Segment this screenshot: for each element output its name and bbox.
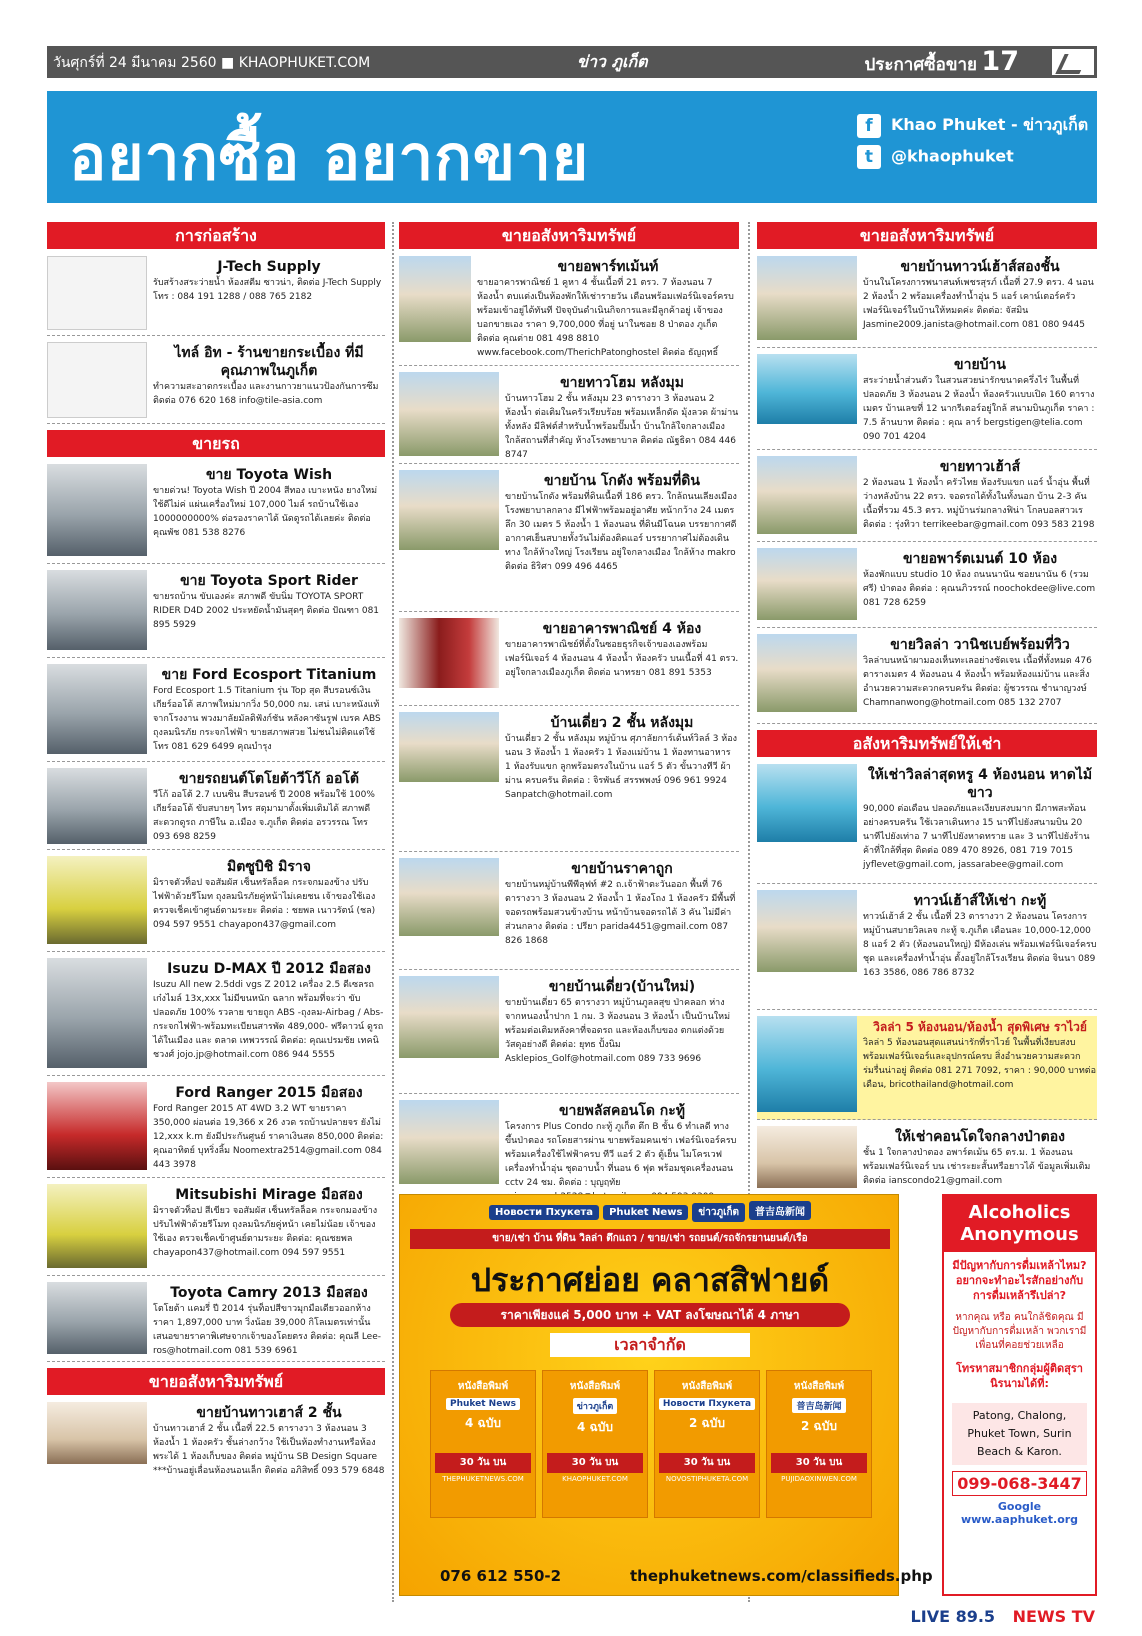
- ad-listing[interactable]: [47, 856, 385, 952]
- package-url: NOVOSTIPHUKETA.COM: [665, 1475, 749, 1483]
- ad-listing[interactable]: [47, 1082, 385, 1178]
- ad-body: ขายรถบ้าน ขับเองค่ะ สภาพดี ขับนิ่ม TOYOTA SPORT RIDER D4D 2002 ประหยัดน้ำมันสุดๆ ติดต่อ ปัณฑา 081 895 5929: [153, 592, 380, 630]
- ad-title: ขายพลัสคอนโด กะทู้: [558, 1103, 686, 1119]
- ad-photo: [47, 664, 147, 754]
- ad-photo: [399, 470, 499, 550]
- ad-body: วิลล่าบนหน้าผามองเห็นทะเลอย่างชัดเจน เนื้อที่ทั้งหมด 476 ตารางเมตร 4 ห้องนอน 4 ห้องน้ำ พร้อมห้องแม่บ้าน และสิ่งอำนวยความสะดวกครบครัน ติดต่อ: ผู้ชวรรณ ชำนาญวงษ์ Chamnanwong@hotmail.com 085 132 2707: [863, 656, 1092, 708]
- logo-novosti: Новости Пхукета: [489, 1205, 599, 1220]
- ad-listing[interactable]: [757, 354, 1097, 450]
- ad-photo: [47, 1402, 147, 1464]
- ad-title: ขายบ้าน โกดัง พร้อมที่ดิน: [544, 473, 700, 489]
- ad-body: ขายอาคารพาณิชย์ 1 คูหา 4 ชั้นเนื้อที่ 21 ตรว. 7 ห้องนอน 7 ห้องน้ำ ตบแต่งเป็นห้องพักให้เช่ารายวัน เดือนพร้อมเฟอร์นิเจอร์ครบ พร้อมเข้าอยู่ได้ทันที ปัจจุบันดำเนินกิจการและมีลูกค้าอยู่ เจ้าของบอกขายเอง ราคา 9,700,000 ที่อยู่ นาในซอย 8 ป่าตอง ภูเก็ต ติดต่อ คุณต่าย 081 498 8810 www.facebook.com/TherichPatonghostel ติดต่อ ธัญฤทธิ์: [477, 278, 734, 358]
- ad-listing[interactable]: [757, 1126, 1097, 1194]
- package-url: THEPHUKETNEWS.COM: [442, 1475, 524, 1483]
- ad-title: ขายบ้านทาวน์เฮ้าส์สองชั้น: [900, 259, 1060, 275]
- ad-listing-highlighted[interactable]: [757, 1016, 1097, 1120]
- page-title: อยากซื้อ อยากขาย: [69, 121, 590, 194]
- ad-title: ขายบ้านราคาถูก: [571, 861, 673, 877]
- package-logo: Новости Пхукета: [659, 1398, 755, 1410]
- ad-listing[interactable]: [757, 456, 1097, 542]
- ad-photo: [47, 1282, 147, 1354]
- package-days: 30 วัน บน: [659, 1453, 755, 1473]
- ad-body: ทาวน์เฮ้าส์ 2 ชั้น เนื้อที่ 23 ตารางวา 2 ห้องนอน โครงการหมู่บ้านสบายวิลเลจ กะทู้ จ.ภูเก็ต เดือนละ 10,000-12,000 8 แอร์ 2 ตัว (ห้องนอนใหญ่) มีห้องเล่น พร้อมเฟอร์นิเจอร์ครบชุด และเครื่องทำน้ำอุ่น ตั้งอยู่ใกล้โรงเรียน ติดต่อ จินนา 089 163 3586, 086 786 8732: [863, 912, 1097, 978]
- ad-title: ขายทาวโฮม หลังมุม: [560, 375, 684, 391]
- package-count: 2 ฉบับ: [801, 1419, 837, 1433]
- package-head: หนังสือพิมพ์: [569, 1381, 621, 1392]
- live-radio-logo: LIVE 89.5: [910, 1607, 996, 1626]
- ad-listing[interactable]: [47, 1402, 385, 1494]
- column-left: [47, 222, 385, 1500]
- ad-title: มิตซูบิชิ มิราจ: [227, 859, 311, 875]
- section-heading-property: ขายอสังหาริมทรัพย์: [47, 1368, 385, 1395]
- package-count: 4 ฉบับ: [577, 1420, 613, 1434]
- package-head: หนังสือพิมพ์: [681, 1381, 733, 1392]
- ad-body: มิราจตัวท็อป สีเขียว จอสัมผัส เซ็นทรัลล็อค กระจกมองข้างปรับไฟฟ้าด้วยรีโมท ถุงลมนิรภัยคู่หน้า เคยไม่น้อย เจ้าของใช้เอง ตรวจเช็คเข้าศูนย์ตามระยะ ติดต่อ: คุณชยพล chayapon437@hotmail.com 094 597 9551: [153, 1206, 378, 1258]
- ad-listing[interactable]: [47, 1184, 385, 1276]
- section-header: [47, 91, 1097, 203]
- ad-title: บ้านเดี่ยว 2 ชั้น หลังมุม: [550, 715, 694, 731]
- aa-places: Patong, Chalong, Phuket Town, Surin Beach & Karon.: [952, 1403, 1087, 1465]
- ad-listing[interactable]: [47, 1282, 385, 1362]
- logo-chinese: 普吉岛新闻: [749, 1201, 811, 1220]
- package-head: หนังสือพิมพ์: [793, 1381, 845, 1392]
- ad-title: ขายรถยนต์โตโยต้าวีโก้ ออโต้: [179, 771, 359, 787]
- ad-listing[interactable]: [757, 764, 1097, 884]
- package-logo: ข่าวภูเก็ต: [573, 1398, 618, 1414]
- ad-body: Isuzu All new 2.5ddi vgs Z 2012 เครื่อง 2.5 ดีเซลรถเก๋งไมล์ 13x,xxx ไม่มีขนหนัก ฉลาก พร้อมที่จะว่า ขับปลอดภัย 100% รวลาย ขายถูก ABS -ถุงลม-Airbag / Abs-กระจกไฟฟ้า-พร้อมทะเบียนสารพัด 489,000- ฟรีดาวน์ ดูรถได้ในเมือง และ ตลาด เทพวรรณ์ ติดต่อ: คุณเปรมชัย เทคนิชวงศ์ jojo.jp@hotmail.com 086 944 5555: [153, 980, 384, 1060]
- package-days: 30 วัน บน: [435, 1453, 531, 1473]
- ad-body: วีโก้ ออโต้ 2.7 เบนซิน สีบรอนซ์ ปี 2008 พร้อมใช้ 100% เกียร์ออโต้ ขับสบายๆ ไทร สดุมามาตั้งเพิ่มเติมได้ สภาพดี สะดวกดูรถ ภาษีใน อ.เมือง จ.ภูเก็ต ติดต่อ อรวรรณ โทร 093 698 8259: [153, 790, 375, 842]
- package-days: 30 วัน บน: [771, 1453, 867, 1473]
- column-divider: [392, 222, 394, 1602]
- ad-body: รับสร้างสระว่ายน้ำ ห้องสตีม ซาวน่า, ติดต่อ J-Tech Supply โทร : 084 191 1288 / 088 765 2182: [153, 278, 382, 302]
- ad-photo: [399, 976, 499, 1058]
- package-logo: Phuket News: [446, 1398, 520, 1410]
- facebook-icon: f: [857, 114, 881, 138]
- ad-body: ขายอาคารพาณิชย์ที่ตั้งในซอยธุรกิจเจ้าของเองพร้อมเฟอร์นิเจอร์ 4 ห้องนอน 4 ห้องน้ำ ห้องครัว บนเนื้อที่ 41 ตรว. อยู่ใจกลางเมืองภูเก็ต ติดต่อ นาทรยา 081 891 5353: [505, 640, 739, 678]
- package-url: KHAOPHUKET.COM: [562, 1475, 628, 1483]
- ad-photo: [757, 634, 857, 712]
- ad-listing[interactable]: [47, 256, 385, 336]
- ad-title: ให้เช่าวิลล่าสุดหรู 4 ห้องนอน หาดไม้ขาว: [867, 767, 1093, 801]
- masthead-logo: ข่าว ภูเก็ต: [577, 52, 648, 71]
- ad-title: Isuzu D-MAX ปี 2012 มือสอง: [167, 961, 371, 977]
- ad-body: โตโยต้า แคมรี่ ปี 2014 รุ่นท็อปสีขาวมุกมือเดียวออกห้าง ราคา 1,897,000 บาท วิ่งน้อย 39,000 กิโลเมตรเท่านั้น เสนอขายราคาพิเศษจากเจ้าของโดยตรง ติดต่อ: คุณลี Lee-ros@hotmail.com 081 539 6961: [153, 1304, 381, 1356]
- classified-promo-banner[interactable]: [399, 1194, 933, 1596]
- ad-listing[interactable]: [47, 342, 385, 424]
- ad-title: ขายบ้านทาวเฮาส์ 2 ชั้น: [196, 1405, 342, 1421]
- ad-body: ขายบ้านเดี่ยว 65 ตารางวา หมู่บ้านภูลลสุข ป่าคลอก ห่างจากหนองน้ำปาก 1 กม. 3 ห้องนอน 3 ห้องน้ำ เป็นบ้านใหม่ พร้อมต่อเติมหลังคาที่จอดรถ และห้องเก็บของ ตกแต่งด้วยวัสดุอย่างดี ติดต่อ: ยุทธ ปั้งนิม Asklepios_Golf@hotmail.com 089 733 9696: [505, 998, 731, 1064]
- ad-title: ให้เช่าคอนโดใจกลางป่าตอง: [894, 1129, 1066, 1145]
- ad-title: ขายอพาร์ตเมนต์ 10 ห้อง: [902, 551, 1058, 567]
- banner-phone[interactable]: 076 612 550-2: [440, 1567, 562, 1585]
- ad-title: ขายบ้าน: [954, 357, 1006, 373]
- ad-photo: [757, 548, 857, 620]
- ad-title: ไทล์ อิท - ร้านขายกระเบื้อง ที่มีคุณภาพในภูเก็ต: [174, 345, 364, 379]
- section-heading-rent: อสังหาริมทรัพย์ให้เช่า: [757, 730, 1097, 757]
- banner-price: ราคาเพียงแค่ 5,000 บาท + VAT ลงโฆษณาได้ 4 ภาษา: [450, 1303, 850, 1327]
- aa-phone[interactable]: 099-068-3447: [952, 1471, 1087, 1496]
- aa-label: โทรหาสมาชิกกลุ่มผู้ติดสุรานิรนามได้ที่:: [956, 1362, 1083, 1390]
- ad-body: ห้องพักแบบ studio 10 ห้อง ถนนนานัน ซอยนานัน 6 (รวมศรี) ป่าตอง ติดต่อ : คุณนภิวรรณ์ noochokdee@live.com 081 728 6259: [863, 570, 1096, 608]
- top-bar: [47, 46, 1097, 78]
- twitter-icon: t: [857, 145, 881, 169]
- facebook-label: Khao Phuket - ข่าวภูเก็ต: [891, 115, 1089, 134]
- ad-title: ขายบ้านเดี่ยว(บ้านใหม่): [548, 979, 696, 995]
- ad-photo: [399, 712, 499, 782]
- ad-listing[interactable]: [399, 256, 739, 366]
- ad-body: บ้านในโครงการพนาสนท์เพชรสุรภ์ เนื้อที่ 27.9 ตรว. 4 นอน 2 ห้องน้ำ 2 พร้อมเครื่องทำน้ำอุ่น 5 แอร์ เคาน์เตอร์ครัว เฟอร์นิเจอร์ในบ้านให้หมดค่ะ ติดต่อ: จัสมิน Jasmine2009.janista@hotmail.com 081 080 9445: [863, 278, 1094, 330]
- section-heading-construction: การก่อสร้าง: [47, 222, 385, 249]
- ad-listing[interactable]: [757, 634, 1097, 724]
- ad-listing[interactable]: [47, 570, 385, 658]
- package-box: [766, 1370, 872, 1518]
- ad-listing[interactable]: [399, 858, 739, 970]
- banner-headline: ประกาศย่อย คลาสสิฟายด์: [470, 1261, 830, 1299]
- ad-body: บ้านทาวเฮาส์ 2 ชั้น เนื้อที่ 22.5 ตารางวา 3 ห้องนอน 3 ห้องน้ำ 1 ห้องครัว ชั้นล่างกว้าง ใช้เป็นห้องทำงานหรือห้องพระได้ 1 ห้องเก็บของ ติดต่อ หมู่บ้าน SB Design Square ***บ้านอยู่เลื่อนห้องนอนเล็ก ติดต่อ อภิสิทธิ์ 093 579 6848: [153, 1424, 385, 1476]
- ad-body: Ford Ecosport 1.5 Titanium รุ่น Top สุด สีบรอนซ์เงิน เกียร์ออโต้ สภาพใหม่มากวิ่ง 50,000 กม. เสน่ เบาะหนังแท้ จากโรงงาน พวงมาลัยมัลติฟังก์ชัน หลังคาซันรูฟ เบรค ABS ถุงลมนิรภัย กระจกไฟฟ้า ขายสภาพสวย ไม่ชนไม่ติดแต่ใช้ โทร 081 629 6499 คุณบำรุง: [153, 686, 381, 752]
- ad-photo: [399, 256, 471, 342]
- package-days: 30 วัน บน: [547, 1453, 643, 1473]
- package-count: 4 ฉบับ: [465, 1416, 501, 1430]
- ad-body: 2 ห้องนอน 1 ห้องน้ำ ครัวไทย ห้องรับแขก แอร์ น้ำอุ่น พื้นที่ว่างหลังบ้าน 22 ตรว. จอดรถได้ทั้งในทั้งนอก บ้าน 2-3 คัน เนื้อที่รวม 45.3 ตรว. หมู่บ้านร่มกลางฟิน่า โกลบอลสาวเร ติดต่อ : รุ่งทิวา terrikeebar@gmail.com 093 583 2198: [863, 478, 1095, 530]
- ad-photo: [47, 464, 147, 556]
- ad-title: ขายวิลล่า วานิชเบย์พร้อมที่วิว: [890, 637, 1070, 653]
- ad-listing[interactable]: [399, 618, 739, 706]
- ad-listing[interactable]: [399, 470, 739, 612]
- ad-body: Ford Ranger 2015 AT 4WD 3.2 WT ขายราคา 350,000 ผ่อนต่อ 19,366 x 26 งวด รถบ้านปลายจร ยังไม่ 12,xxx k.m ยังมีประกันศูนย์ ราคาเงินสด 850,000 ติดต่อ: คุณอาทิตย์ บุหริ่งลิ้ม Noomextra2514@gmail.com 084 443 3978: [153, 1104, 384, 1170]
- page-corner-icon: [1049, 46, 1097, 78]
- ad-title: ขาย Toyota Sport Rider: [180, 573, 358, 589]
- ad-photo: [399, 372, 499, 456]
- ad-body: 90,000 ต่อเดือน ปลอดภัยและเงียบสงบมาก มีภาพสะท้อนอย่างครบครัน ใช้เวลาเดินทาง 15 นาทีไปยังสนามบิน 20 นาทีไปยังเท่าอ 7 นาทีไปยังหาดทราย และ 3 นาทีไปยังร้านค้าที่ใกล้ที่สุด ติดต่อ 089 470 8926, 081 719 7015 jyflevet@gmail.com, jassarabee@gmail.com: [863, 804, 1090, 870]
- section-name: ประกาศซื้อขาย: [864, 55, 977, 75]
- ad-listing[interactable]: [399, 372, 739, 464]
- ad-photo: [757, 890, 857, 972]
- ad-photo: [47, 342, 147, 418]
- ad-title: Mitsubishi Mirage มือสอง: [175, 1187, 363, 1203]
- ad-photo: [757, 256, 857, 340]
- ad-title: ขายทาวเฮ้าส์: [939, 459, 1021, 475]
- package-logo: 普吉岛新闻: [792, 1398, 845, 1413]
- ad-listing[interactable]: [47, 768, 385, 850]
- ad-photo: [47, 958, 147, 1068]
- banner-categories: ขาย/เช่า บ้าน ที่ดิน วิลล่า ตึกแถว / ขาย/เช่า รถยนต์/รถจักรยานยนต์/เรือ: [410, 1229, 890, 1249]
- aa-website[interactable]: Google www.aaphuket.org: [960, 1500, 1079, 1526]
- newspaper-logos: [430, 1201, 870, 1223]
- ad-body: ขายบ้านหมู่บ้านพีพีลุฟท์ #2 ถ.เจ้าฟ้าตะวันออก พื้นที่ 76 ตารางวา 3 ห้องนอน 2 ห้องน้ำ 1 ห้องโถง 1 ห้องครัว มีพื้นที่จอดรถพร้อมสวนข้างบ้าน หน้าบ้านจอดรถได้ 3 คัน ไม่มีค่าส่วนกลาง ติดต่อ : ปรียา parida4451@gmail.com 087 826 1868: [505, 880, 736, 946]
- column-right: [757, 222, 1097, 1200]
- ad-title: ขาย Toyota Wish: [205, 467, 333, 483]
- section-heading-property-sale-2: ขายอสังหาริมทรัพย์: [757, 222, 1097, 249]
- ad-photo: [47, 768, 147, 844]
- logo-khao-phuket: ข่าวภูเก็ต: [692, 1203, 745, 1222]
- banner-website[interactable]: thephuketnews.com/classifieds.php: [630, 1567, 933, 1585]
- package-head: หนังสือพิมพ์: [457, 1381, 509, 1392]
- package-box: [654, 1370, 760, 1518]
- ad-photo: [47, 856, 147, 944]
- ad-photo: [47, 1082, 147, 1170]
- page-number: 17: [981, 46, 1019, 77]
- news-tv-logo: NEWS TV: [1012, 1607, 1095, 1626]
- ad-body: ขายบ้านโกดัง พร้อมที่ดินเนื้อที่ 186 ตรว. ใกล้ถนนเลียงเมือง โรงพยาบาลกลาง มีไฟฟ้าพร้อมอยู่อาศัย หน้ากว้าง 24 เมตร ลึก 30 เมตร 5 ห้องน้ำ 1 ห้องนอน ที่ดินมีโฉนด บรรยากาศดี อากาศเย็นสบายทั้งวันไม่ต้องติดแอร์ บรรยากาศไม่ต้องเดินทาง ใกล้ห้างใหญ่ โรงเรียน อยู่ใจกลางเมือง ใกล้ห้าง makro ติดต่อ ธิริศา 099 496 4465: [505, 492, 737, 572]
- ad-photo: [47, 1184, 147, 1268]
- ad-title: Ford Ranger 2015 มือสอง: [175, 1085, 363, 1101]
- ad-listing[interactable]: [757, 548, 1097, 628]
- aa-title: Alcoholics Anonymous: [944, 1196, 1095, 1252]
- ad-photo: [399, 1100, 499, 1184]
- ad-listing[interactable]: [757, 256, 1097, 348]
- ad-listing[interactable]: [47, 958, 385, 1076]
- package-url: PUJIDAOXINWEN.COM: [781, 1475, 857, 1483]
- column-middle: [399, 222, 739, 1218]
- ad-title: Toyota Camry 2013 มือสอง: [170, 1285, 368, 1301]
- aa-question: มีปัญหากับการดื่มเหล้าไหม? อยากจะทำอะไรสักอย่างกับการดื่มเหล้ารึเปล่า?: [952, 1259, 1087, 1302]
- package-box: [542, 1370, 648, 1518]
- footer-logos: [899, 1607, 1095, 1626]
- package-box: [430, 1370, 536, 1518]
- ad-body: มิราจตัวท็อป จอสัมผัส เซ็นทรัลล็อค กระจกมองข้าง ปรับไฟฟ้าด้วยรีโมท ถุงลมนิรภัยคู่หน้าไม่เคยชน เจ้าของใช้เอง ตรวจเช็คเข้าศูนย์ตามระยะ ติดต่อ : ชยพล เนาวรัตน์ (ชล) 094 597 9551 chayapon437@gmail.com: [153, 878, 376, 930]
- ad-title: ขายอพาร์ทเม้นท์: [557, 259, 659, 275]
- ad-title: ขายอาคารพาณิชย์ 4 ห้อง: [542, 621, 702, 637]
- twitter-link[interactable]: [857, 145, 1014, 169]
- issue-date: วันศุกร์ที่ 24 มีนาคม 2560 ■ KHAOPHUKET.COM: [53, 55, 371, 71]
- ad-listing[interactable]: [757, 890, 1097, 1010]
- ad-photo: [757, 764, 857, 842]
- ad-listing[interactable]: [47, 664, 385, 762]
- banner-limited: เวลาจำกัด: [550, 1333, 750, 1357]
- ad-photo: [757, 1126, 857, 1188]
- ad-photo: [757, 354, 857, 424]
- ad-body: ขายด่วน! Toyota Wish ปี 2004 สีทอง เบาะหนัง ยางใหม่ ใช้ดีไม่ค่ แผ่นเครื่องใหม่ 107,000 ไมล์ รถบ้านใช้เอง 1000000000% ต่อรองราคาได้ นัดดูรถได้เลยค่ะ ติดต่อ คุณพัช 081 538 8276: [153, 486, 378, 538]
- ad-listing[interactable]: [47, 464, 385, 564]
- ad-photo: [47, 570, 147, 650]
- ad-title: ขาย Ford Ecosport Titanium: [161, 667, 377, 683]
- ad-photo: [757, 1016, 857, 1112]
- ad-body: บ้านทาวโฮม 2 ชั้น หลังมุม 23 ตารางวา 3 ห้องนอน 2 ห้องน้ำ ต่อเติมในครัวเรียบร้อย พร้อมเหล็กดัด มุ้งลวด ผ้าม่านทั้งหลัง มีลิฟต์สำหรับน้ำพร้อมปั๊มน้ำ บ้านใกล้ใจกลางเมืองใกล้สถานที่สำคัญ ห้างโรงพยาบาล ติดต่อ ณัฐธิดา 084 446 8747: [505, 394, 739, 460]
- ad-body: โครงการ Plus Condo กะทู้ ภูเก็ต ตึก B ชั้น 6 ทำเลดี ทางขึ้นป่าตอง รถโดยสารผ่าน ขายพร้อมคนเช่า เฟอร์นิเจอร์ครบ พร้อมเครื่องใช้ไฟฟ้าครบ ทีวี แอร์ 2 ตัว ตู้เย็น ไมโครเวฟ เครื่องทำน้ำอุ่น ชุดอาบน้ำ ที่นอน 6 ฟุต พร้อมชุดเครื่องนอน cctv 24 ชม. ติดต่อ : บุญฤทัย: [505, 1122, 737, 1188]
- ad-body: ชั้น 1 ใจกลางป่าตอง อพาร์ตเม้น 65 ตร.ม. 1 ห้องนอน พร้อมเฟอร์นิเจอร์ บน เช่าระยะสั้นหรือยาวได้ ข้อมูลเพิ่มเติมติดต่อ ianscondo21@gmail.com: [863, 1148, 1091, 1186]
- ad-photo: [47, 256, 147, 330]
- ad-title: J-Tech Supply: [217, 259, 321, 275]
- ad-body: วิลล่า 5 ห้องนอนสุดแสนน่ารักที่ราไวย์ ในพื้นที่เงียบสงบ พร้อมเฟอร์นิเจอร์และอุปกรณ์ครบ สิ่งอำนวยความสะดวก ร่มรื่นน่าอยู่ ติดต่อ 081 271 7092, ราคา : 90,000 บาทต่อเดือน, bricothailand@hotmail.com: [863, 1038, 1097, 1090]
- ad-title: ทาวน์เฮ้าส์ให้เช่า กะทู้: [913, 893, 1047, 909]
- ad-listing[interactable]: [399, 976, 739, 1094]
- ad-photo: [757, 456, 857, 534]
- ad-body: สระว่ายน้ำส่วนตัว ในสวนสวยน่ารักขนาดครึ่งไร่ ในพื้นที่ปลอดภัย 3 ห้องนอน 2 ห้องน้ำ ห้องครัวแบบเปิด 160 ตารางเมตร บ้านเลขที่ 12 นากรีเตอร์อยู่ใกล้ สนามบินภูเก็ต ราคา : 7.5 ล้านบาท ติดต่อ : คุณ ลาร์ bergstigen@telia.com 090 701 4204: [863, 376, 1095, 442]
- package-count: 2 ฉบับ: [689, 1416, 725, 1430]
- ad-body: บ้านเดี่ยว 2 ชั้น หลังมุม หมู่บ้าน ศุภาลัยการ์เด้นท์วิลล์ 3 ห้องนอน 3 ห้องน้ำ 1 ห้องครัว 1 ห้องแม่บ้าน 1 ห้องทานอาหาร 1 ห้องรับแขก ลูกพร้อมตรงในบ้าน แอร์ 5 ตัว ขั้นวางทีวี ผ้าม่าน ครบครัน ติดต่อ : จิรพันธ์ สรรพพงษ์ 096 961 9924 Sanpatch@hotmail.com: [505, 734, 738, 800]
- alcoholics-anonymous-ad[interactable]: [942, 1194, 1097, 1596]
- section-heading-property-sale: ขายอสังหาริมทรัพย์: [399, 222, 739, 249]
- aa-text: หากคุณ หรือ คนใกล้ชิดคุณ มีปัญหากับการดื่มเหล้า พวกเรามีเพื่อนที่คอยช่วยเหลือ: [952, 1312, 1087, 1351]
- ad-photo: [399, 858, 499, 936]
- section-heading-cars: ขายรถ: [47, 430, 385, 457]
- facebook-link[interactable]: [857, 113, 1088, 138]
- ad-title: วิลล่า 5 ห้องนอน/ห้องน้ำ สุดพิเศษ ราไวย์: [873, 1020, 1087, 1034]
- ad-body: ทำความสะอาดกระเบื้อง และงานกาวยาแนวป้องกันการซึม ติดต่อ 076 620 168 info@tile-asia.com: [153, 382, 379, 406]
- logo-phuket-news: Phuket News: [603, 1205, 688, 1220]
- ad-listing[interactable]: [399, 712, 739, 852]
- twitter-label: @khaophuket: [891, 146, 1014, 166]
- ad-photo: [399, 618, 499, 688]
